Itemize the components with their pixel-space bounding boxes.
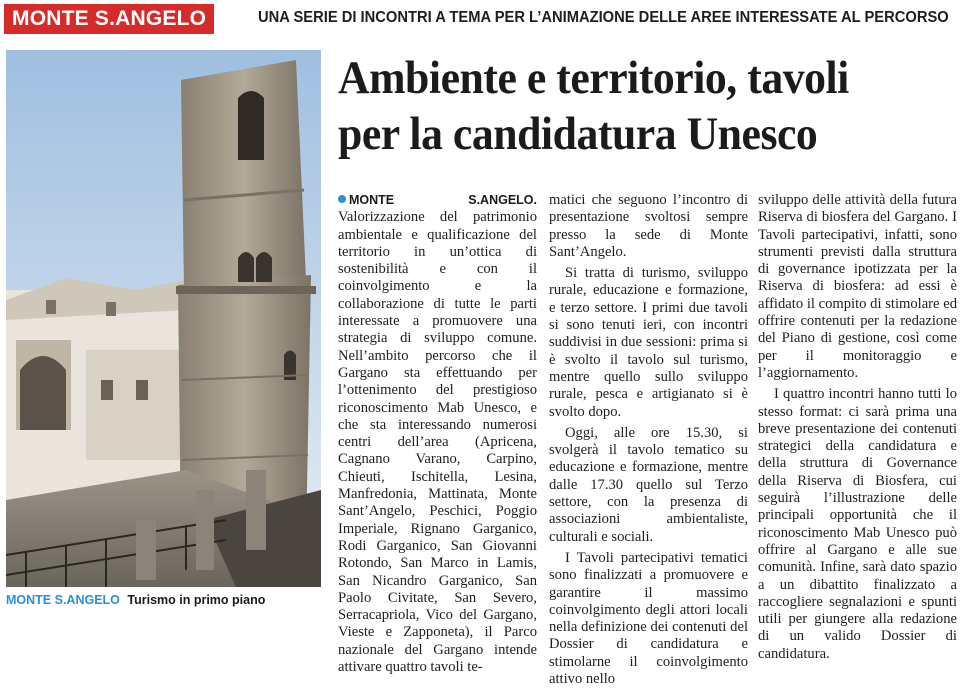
paragraph: matici che seguono l’incontro di presentazione svoltosi sempre presso la sede di Monte Sant’Angelo. <box>549 192 748 260</box>
headline-line-2: per la candidatura Unesco <box>338 108 818 160</box>
paragraph: sviluppo delle attività della futura Riserva di biosfera del Gargano. I Tavoli partecipativi, infatti, sono strumenti previsti dalla struttura di governance ipotizzata per la Riserva di biosfera: ad essi è affidato il compito di stimolare ed offrire contenuti per la redazione del Piano di gestione, così come per il monitoraggio e l’aggiornamento. <box>758 192 957 381</box>
paragraph: I Tavoli partecipativi tematici sono finalizzati a promuovere e garantire il massimo coinvolgimento degli attori locali nella definizione dei contenuti del Dossier di candidatura e stimolarne il coinvolgimento attivo nello <box>549 549 748 688</box>
caption-location: MONTE S.ANGELO <box>6 593 120 607</box>
section-location: MONTE S.ANGELO <box>12 7 207 30</box>
paragraph: Oggi, alle ore 15.30, si svolgerà il tavolo tematico su educazione e formazione, mentre dalle 17.30 quello sul Terzo settore, con la presenza di associazioni ambientaliste, culturali e sociali. <box>549 424 748 545</box>
headline-line-1: Ambiente e territorio, tavoli <box>338 52 849 104</box>
article-column-1 <box>338 192 537 676</box>
paragraph: Si tratta di turismo, sviluppo rurale, educazione e formazione, e terzo settore. I primi due tavoli si sono tenuti ieri, con incontri suddivisi in due sessioni: prima si è svolto il tavolo sul turismo, mentre quello sullo sviluppo rurale, pesca e artigianato si è svolto dopo. <box>549 265 748 420</box>
section-label <box>4 4 214 34</box>
paragraph: I quattro incontri hanno tutti lo stesso format: ci sarà prima una breve presentazione dei contenuti strategici della candidatura e della struttura di Governance della Riserva di Biosfera, cui seguirà l’illustrazione delle principali opportunità che il riconoscimento Mab Unesco può offrire al Gargano e alle sue comunità. Infine, sarà dato spazio a un dibattito finalizzato a raccogliere segnalazioni e spunti utili per giungere alla redazione di un valido Dossier di candidatura. <box>758 386 957 662</box>
article-photo <box>6 50 321 587</box>
paragraph <box>338 192 537 676</box>
bullet-dot-icon <box>338 195 346 203</box>
article-column-2 <box>549 192 748 688</box>
dateline: MONTE S.ANGELO. <box>349 193 537 207</box>
kicker-subtitle: UNA SERIE DI INCONTRI A TEMA PER L’ANIMAZIONE DELLE AREE INTERESSATE AL PERCORSO <box>258 9 949 26</box>
article-column-3 <box>758 192 957 663</box>
photo-caption <box>6 593 265 607</box>
paragraph-text: Valorizzazione del patrimonio ambientale e qualificazione del territorio in un’ottica di sostenibilità e con il coinvolgimento e la collaborazione di tutte le parti interessate a promuovere una strategia di sviluppo comune. Nell’ambito percorso che il Gargano sta effettuando per l’ottenimento del prestigioso riconoscimento Mab Unesco, e che sta interessando numerosi centri dell’area (Apricena, Cagnano Varano, Carpino, Chieuti, Ischitella, Lesina, Manfredonia, Mattinata, Monte Sant’Angelo, Peschici, Poggio Imperiale, Rignano Garganico, Rodi Garganico, San Giovanni Rotondo, San Marco in Lamis, San Nicandro Garganico, San Paolo Civitate, San Severo, Serracapriola, Vico del Gargano, Vieste e Zapponeta), il Parco nazionale del Gargano intende attivare quattro tavoli te- <box>338 209 537 676</box>
headline <box>338 50 915 162</box>
caption-text: Turismo in primo piano <box>127 593 266 607</box>
